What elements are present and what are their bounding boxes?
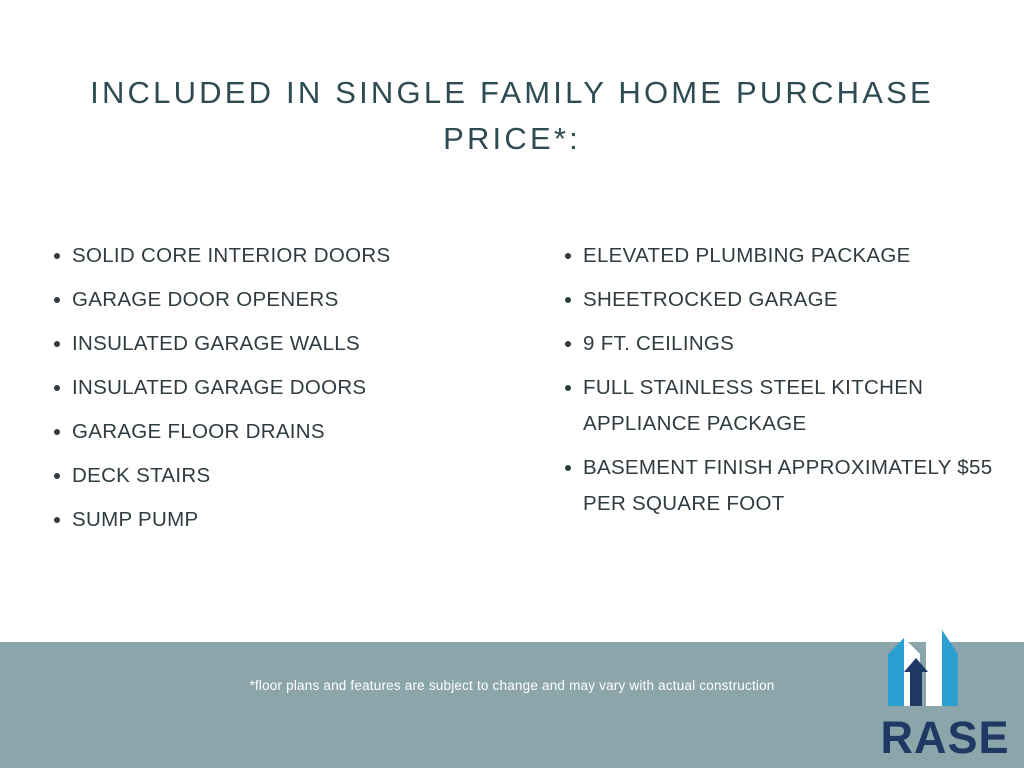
feature-column-right — [555, 238, 994, 530]
list-item: SUMP PUMP — [44, 502, 483, 538]
rase-house-logo-icon — [880, 628, 1010, 708]
disclaimer-text: *floor plans and features are subject to change and may vary with actual construction — [249, 678, 775, 693]
page-title: INCLUDED IN SINGLE FAMILY HOME PURCHASE PRICE*: — [90, 75, 934, 156]
list-item: INSULATED GARAGE WALLS — [44, 326, 483, 362]
list-item: GARAGE FLOOR DRAINS — [44, 414, 483, 450]
feature-list-right — [555, 238, 994, 522]
list-item: GARAGE DOOR OPENERS — [44, 282, 483, 318]
brand-logo — [880, 628, 1010, 764]
list-item: 9 FT. CEILINGS — [555, 326, 994, 362]
list-item: SOLID CORE INTERIOR DOORS — [44, 238, 483, 274]
footer-band — [0, 642, 1024, 768]
feature-columns — [44, 238, 994, 546]
list-item: ELEVATED PLUMBING PACKAGE — [555, 238, 994, 274]
list-item: FULL STAINLESS STEEL KITCHEN APPLIANCE PACKAGE — [555, 370, 994, 442]
feature-list-left — [44, 238, 483, 538]
feature-column-left — [44, 238, 483, 546]
logo-wordmark: RASE — [880, 712, 1010, 763]
list-item: DECK STAIRS — [44, 458, 483, 494]
list-item: INSULATED GARAGE DOORS — [44, 370, 483, 406]
list-item: BASEMENT FINISH APPROXIMATELY $55 PER SQUARE FOOT — [555, 450, 994, 522]
list-item: SHEETROCKED GARAGE — [555, 282, 994, 318]
